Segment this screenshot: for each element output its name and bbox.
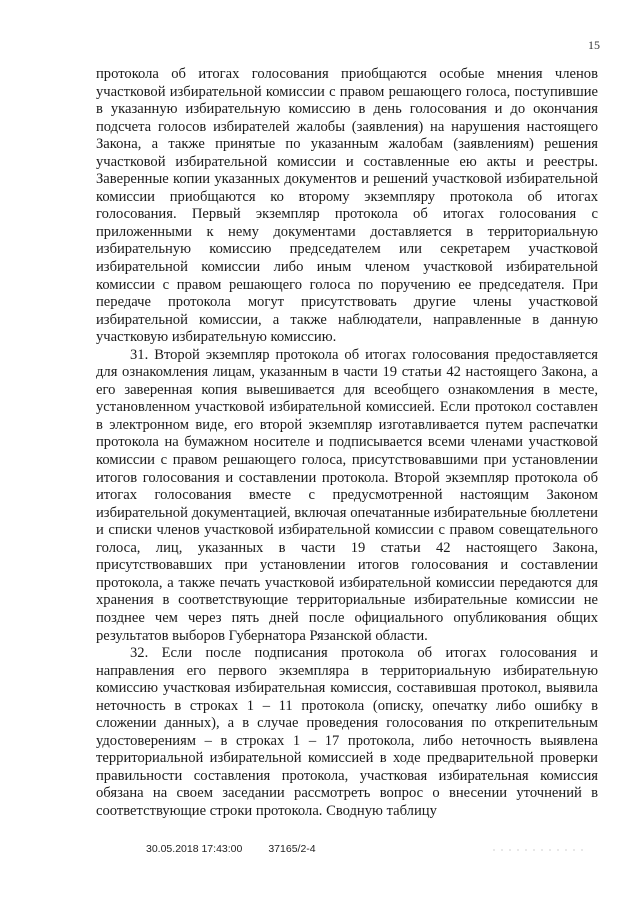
paragraph-32: 32. Если после подписания протокола об итогах голосования и направления его первого экземпляра в территориальную избирательную комиссию участковая избирательная комиссия, составившая протокол, выявила неточность в строках 1 – 11 протокола (описку, опечатку либо ошибку в сложении данных), а в случае проведения голосования по открепительным удостоверениям – в строках 1 – 17 протокола, либо неточность выявлена территориальной избирательной комиссией в ходе предварительной проверки правильности составления протокола, участковая избирательная комиссия обязана на своем заседании рассмотреть вопрос о внесении уточнений в соответствующие строки протокола. Сводную таблицу xyxy=(96,645,598,819)
document-body xyxy=(96,66,598,821)
paragraph-31: 31. Второй экземпляр протокола об итогах голосования предоставляется для ознакомления лицам, указанным в части 19 статьи 42 настоящего Закона, а его заверенная копия вывешивается для всеобщего ознакомления в месте, установленном участковой избирательной комиссией. Если протокол составлен в электронном виде, его второй экземпляр изготавливается путем распечатки протокола на бумажном носителе и подписывается всеми членами участковой комиссии с правом решающего голоса, присутствовавшими при установлении итогов голосования и составлении протокола. Второй экземпляр протокола об итогах голосования вместе с предусмотренной настоящим Законом избирательной документацией, включая опечатанные избирательные бюллетени и списки членов участковой избирательной комиссии с правом совещательного голоса, лиц, указанных в части 19 статьи 42 настоящего Закона, присутствовавших при установлении итогов голосования и составлении протокола, а также печать участковой избирательной комиссии передаются для хранения в соответствующие территориальные избирательные комиссии не позднее чем через пять дней после официального опубликования общих результатов выборов Губернатора Рязанской области. xyxy=(96,346,598,644)
document-footer xyxy=(146,843,316,855)
scan-noise xyxy=(490,848,586,852)
footer-document-code: 37165/2-4 xyxy=(268,843,316,855)
footer-timestamp: 30.05.2018 17:43:00 xyxy=(146,843,243,855)
paragraph-continuation: протокола об итогах голосования приобщаются особые мнения членов участковой избирательной комиссии с правом решающего голоса, поступившие в указанную избирательную комиссию в день голосования и до окончания подсчета голосов избирателей жалобы (заявления) на нарушения настоящего Закона, а также принятые по указанным жалобам (заявлениям) решения участковой избирательной комиссии и составленные ею акты и реестры. Заверенные копии указанных документов и решений участковой избирательной комиссии приобщаются ко второму экземпляру протокола об итогах голосования. Первый экземпляр протокола об итогах голосования с приложенными к нему документами доставляется в территориальную избирательную комиссию председателем или секретарем участковой избирательной комиссии либо иным членом участковой избирательной комиссии с правом решающего голоса по поручению ее председателя. При передаче протокола могут присутствовать другие члены участковой избирательной комиссии, а также наблюдатели, направленные в данную участковую избирательную комиссию. xyxy=(96,66,598,346)
page-number: 15 xyxy=(588,38,600,52)
